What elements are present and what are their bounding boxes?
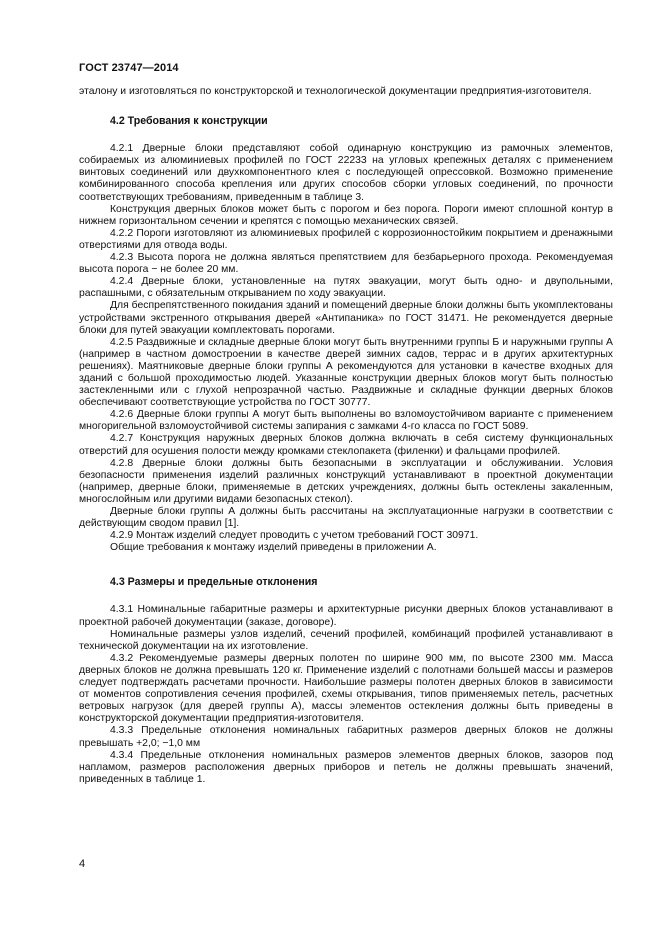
paragraph-4-2-9-appendix: Общие требования к монтажу изделий приведены в приложении А. — [110, 542, 437, 554]
paragraph-4-2-2: 4.2.2 Пороги изготовляют из алюминиевых профилей с коррозионностойким покрытием и дренажными отверстиями для отвода воды. — [79, 227, 613, 251]
document-header: ГОСТ 23747—2014 — [79, 62, 179, 74]
paragraph-4-2-1: 4.2.1 Дверные блоки представляют собой одинарную конструкцию из рамочных элементов, собираемых из алюминиевых профилей по ГОСТ 22233 на угловых крепежных деталях с применением винтовых соединений или двухкомпонентного клея с последующей опрессовкой. Возможно применение комбинированного способа крепления или других способов сборки угловых соединений, по прочности соответствующих требованиям, приведенным в таблице 3. — [79, 143, 613, 203]
paragraph-4-2-5: 4.2.5 Раздвижные и складные дверные блоки могут быть внутренними группы Б и наружными группы А (например в частном домостроении в качестве дверей зимних садов, террас и в других архитектурных решениях). Маятниковые дверные блоки группы А рекомендуются для установки в качестве входных для зданий с большой проходимостью людей. Указанные конструкции дверных блоков могут быть полностью застекленными или с глухой непрозрачной частью. Раздвижные и складные функции дверных блоков обеспечивают соответствующие устройства по ГОСТ 30777. — [79, 336, 613, 409]
section-4-3-heading: 4.3 Размеры и предельные отклонения — [110, 576, 318, 589]
paragraph-4-3-2: 4.3.2 Рекомендуемые размеры дверных полотен по ширине 900 мм, по высоте 2300 мм. Масса дверных блоков не должна превышать 120 кг. Применение изделий с полотнами большей массы и размеров следует подтверждать расчетами прочности. Наибольшие размеры полотен дверных блоков в зависимости от моментов сопротивления сечения профилей, схемы открывания, типов применяемых петель, расчетных ветровых нагрузок (для дверей группы А), массы элементов остекления должны быть приведены в конструкторской документации предприятия-изготовителя. — [79, 652, 613, 725]
document-body — [79, 86, 613, 786]
intro-continuation-paragraph: эталону и изготовляться по конструкторской и технологической документации предприятия-изготовителя. — [79, 86, 592, 97]
paragraph-4-2-4: 4.2.4 Дверные блоки, установленные на путях эвакуации, могут быть одно- и двупольными, распашными, с обязательным открыванием по ходу эвакуации. — [79, 276, 613, 300]
paragraph-4-2-6: 4.2.6 Дверные блоки группы А могут быть выполнены во взломоустойчивом варианте с применением многоригельной взломоустойчивой системы запирания с замками 4-го класса по ГОСТ 5089. — [79, 409, 613, 433]
paragraph-4-3-1-nominal: Номинальные размеры узлов изделий, сечений профилей, комбинаций профилей устанавливают в технической документации на их изготовление. — [79, 628, 613, 652]
paragraph-4-3-3: 4.3.3 Предельные отклонения номинальных габаритных размеров дверных блоков не должны превышать +2,0; −1,0 мм — [79, 725, 613, 749]
paragraph-4-2-7: 4.2.7 Конструкция наружных дверных блоков должна включать в себя систему функциональных отверстий для осушения полости между кромками стеклопакета (филенки) и фальцами профилей. — [79, 433, 613, 457]
paragraph-4-2-8: 4.2.8 Дверные блоки должны быть безопасными в эксплуатации и обслуживании. Условия безопасности применения изделий различных конструкций устанавливают в проектной документации (например, дверные блоки, применяемые в детских учреждениях, должны быть остеклены закаленным, многослойным или другими видами безопасных стекол). — [79, 457, 613, 505]
paragraph-4-3-4: 4.3.4 Предельные отклонения номинальных размеров элементов дверных блоков, зазоров под напламом, размеров расположения дверных приборов и петель не должны превышать значений, приведенных в таблице 1. — [79, 749, 613, 785]
paragraph-4-2-8-loads: Дверные блоки группы А должны быть рассчитаны на эксплуатационные нагрузки в соответствии с действующим сводом правил [1]. — [79, 506, 613, 530]
section-4-2-heading: 4.2 Требования к конструкции — [110, 115, 268, 128]
paragraph-4-2-4-evacuation: Для беспрепятственного покидания зданий и помещений дверные блоки должны быть укомплектованы устройствами экстренного открывания дверей «Антипаника» по ГОСТ 31471. Не рекомендуется дверные блоки для путей эвакуации комплектовать порогами. — [79, 300, 613, 336]
paragraph-4-2-1-thresholds: Конструкция дверных блоков может быть с порогом и без порога. Пороги имеют сплошной контур в нижнем горизонтальном сечении и крепятся с помощью механических связей. — [79, 203, 613, 227]
paragraph-4-3-1: 4.3.1 Номинальные габаритные размеры и архитектурные рисунки дверных блоков устанавливают в проектной рабочей документации (заказе, договоре). — [79, 604, 613, 628]
paragraph-4-2-3: 4.2.3 Высота порога не должна являться препятствием для безбарьерного прохода. Рекомендуемая высота порога − не более 20 мм. — [79, 252, 613, 276]
page-number: 4 — [79, 858, 86, 870]
paragraph-4-2-9: 4.2.9 Монтаж изделий следует проводить с учетом требований ГОСТ 30971. — [110, 530, 479, 542]
